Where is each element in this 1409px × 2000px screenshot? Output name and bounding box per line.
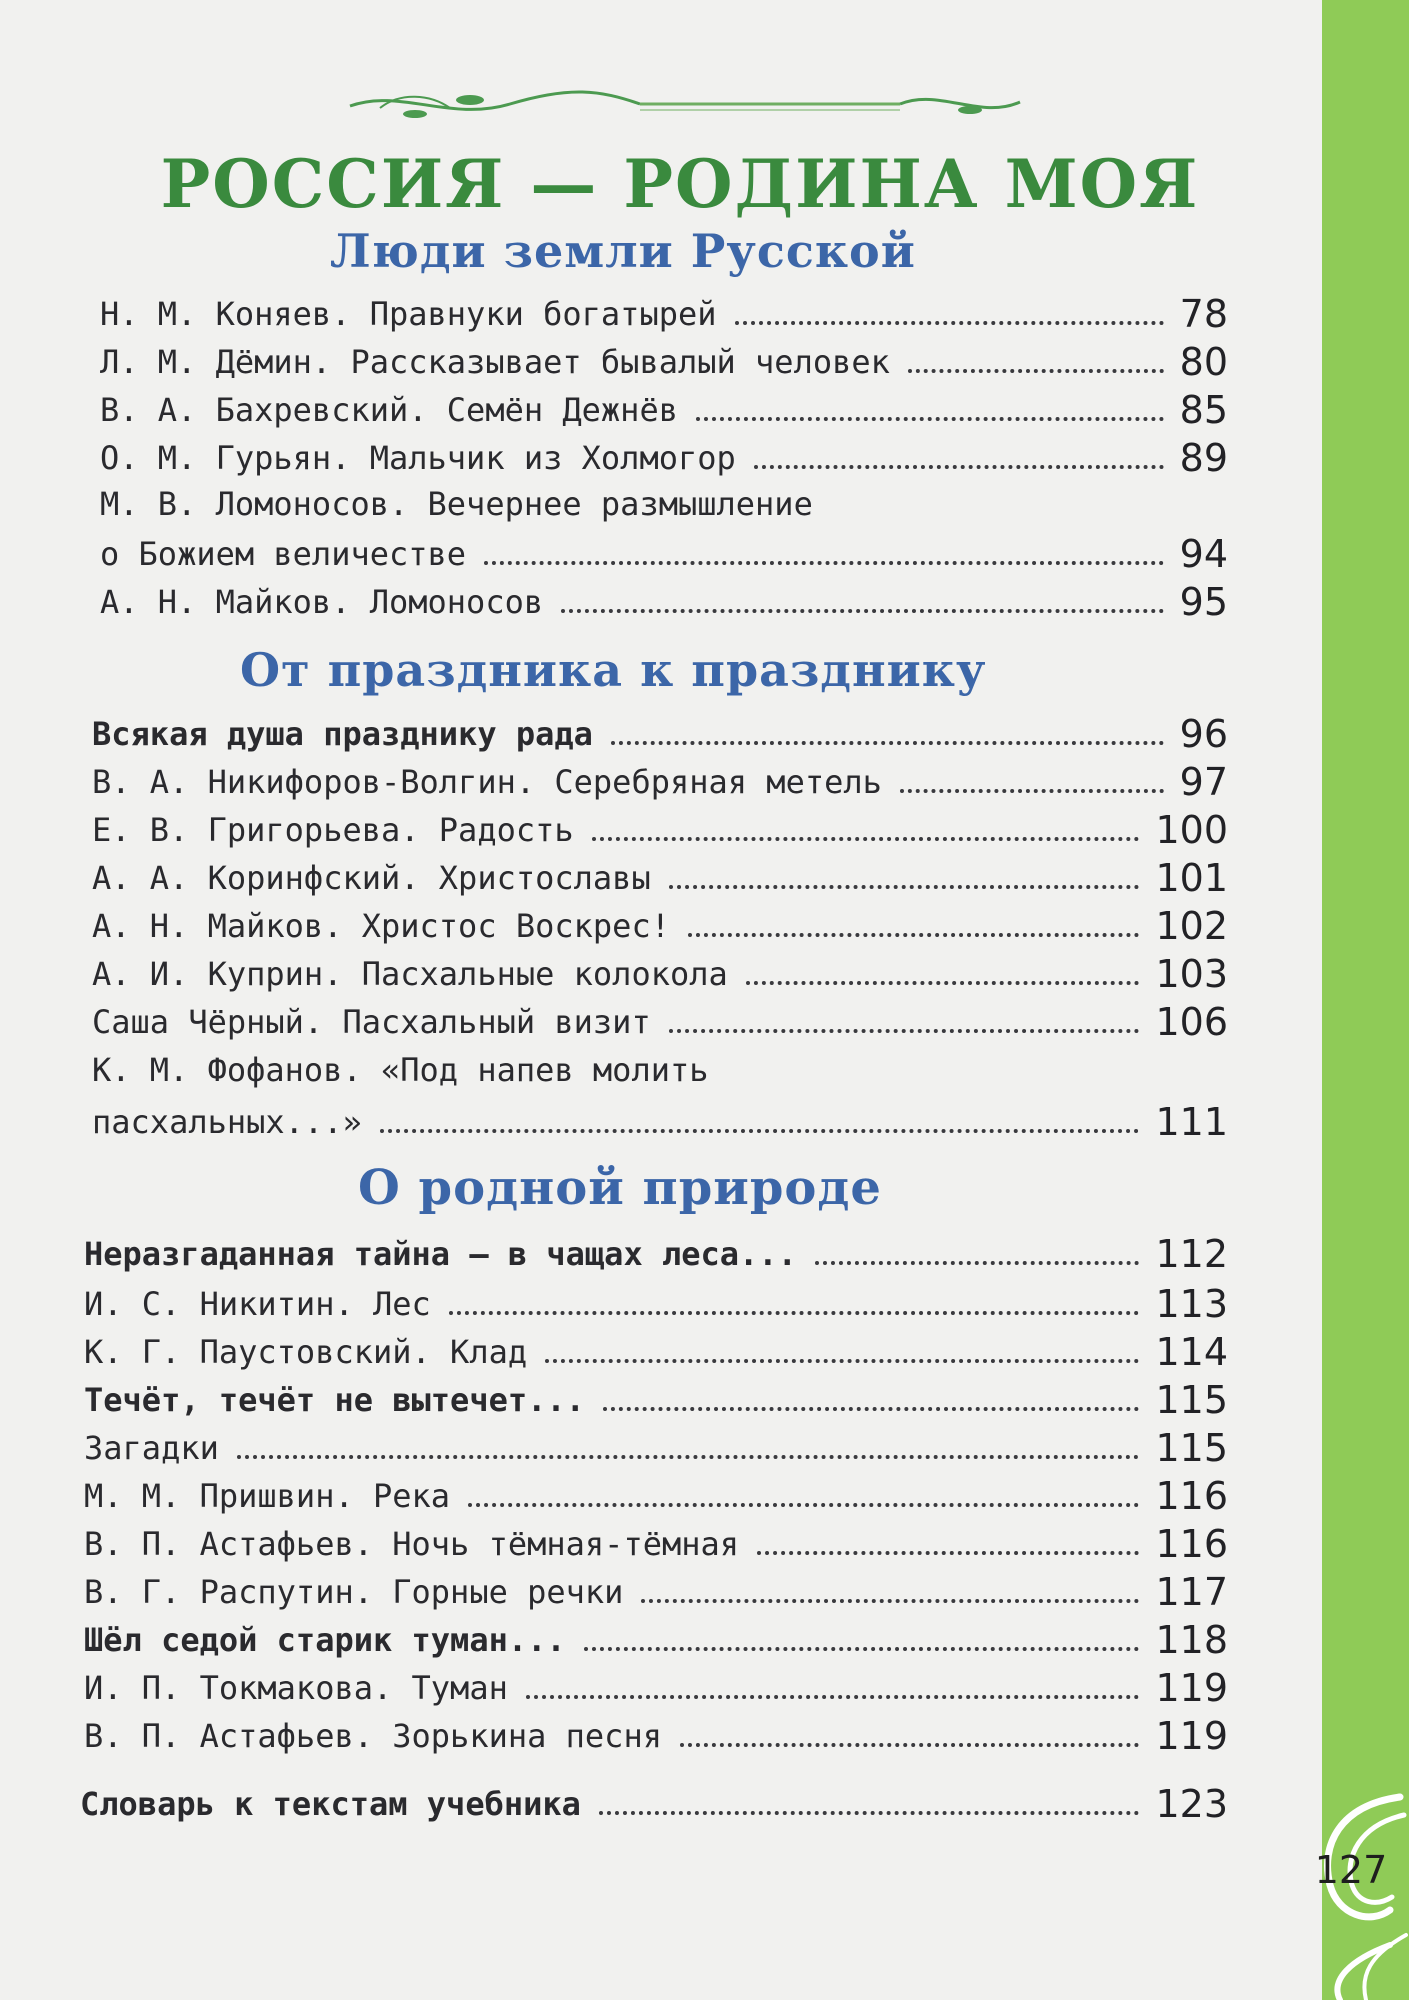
- toc-entry: [92, 1000, 1228, 1044]
- toc-entry-page: 119: [1155, 1666, 1228, 1710]
- toc-entry-title: А. Н. Майков. Ломоносов: [100, 583, 544, 621]
- toc-entry: [100, 482, 1228, 526]
- toc-entry: [84, 1330, 1228, 1374]
- dot-leader: [561, 609, 1164, 613]
- toc-entry-page: 97: [1179, 760, 1228, 804]
- toc-entry: [92, 1048, 1228, 1092]
- section-title-holidays: От праздника к празднику: [240, 643, 987, 697]
- toc-entry: [92, 856, 1228, 900]
- toc-entry-title: Саша Чёрный. Пасхальный визит: [92, 1003, 651, 1041]
- toc-entry-page: 119: [1155, 1714, 1228, 1758]
- toc-entry: [92, 952, 1228, 996]
- toc-entry-title: Течёт, течёт не вытечет...: [84, 1381, 585, 1419]
- dot-leader: [757, 1551, 1139, 1555]
- toc-entry-title: К. М. Фофанов. «Под напев молить: [92, 1051, 709, 1089]
- dot-leader: [468, 1503, 1139, 1507]
- toc-entry: [100, 340, 1228, 384]
- toc-entry-title: В. Г. Распутин. Горные речки: [84, 1573, 624, 1611]
- toc-entry-title: В. П. Астафьев. Ночь тёмная-тёмная: [84, 1525, 740, 1563]
- toc-entry-title: о Божием величестве: [100, 535, 467, 573]
- toc-entry-page: 115: [1155, 1378, 1228, 1422]
- toc-entry: [100, 388, 1228, 432]
- toc-entry: [84, 1282, 1228, 1326]
- toc-entry-title: М. М. Пришвин. Река: [84, 1477, 451, 1515]
- toc-entry: [92, 760, 1228, 804]
- toc-entry-page: 85: [1179, 388, 1228, 432]
- toc-entry-title: К. Г. Паустовский. Клад: [84, 1333, 528, 1371]
- section-title-people: Люди земли Русской: [330, 224, 916, 278]
- green-sidebar: [1322, 0, 1409, 2000]
- toc-entry-title: Загадки: [84, 1429, 219, 1467]
- toc-entry-page: 118: [1155, 1618, 1228, 1662]
- toc-entry: [100, 580, 1228, 624]
- toc-entry-title: Шёл седой старик туман...: [84, 1621, 566, 1659]
- toc-entry: [84, 1378, 1228, 1422]
- toc-entry-title: И. С. Никитин. Лес: [84, 1285, 431, 1323]
- toc-entry: [84, 1232, 1228, 1276]
- toc-entry-page: 123: [1155, 1782, 1228, 1826]
- page-title: РОССИЯ — РОДИНА МОЯ: [160, 145, 1200, 223]
- toc-entry: [84, 1522, 1228, 1566]
- dot-leader: [603, 1407, 1140, 1411]
- toc-entry: [84, 1714, 1228, 1758]
- dot-leader: [545, 1359, 1139, 1363]
- dot-leader: [669, 1029, 1140, 1033]
- toc-entry-page: 115: [1155, 1426, 1228, 1470]
- dot-leader: [484, 561, 1164, 565]
- dot-leader: [599, 1811, 1140, 1815]
- toc-entry-page: 116: [1155, 1474, 1228, 1518]
- toc-entry-page: 80: [1179, 340, 1228, 384]
- toc-entry-title: О. М. Гурьян. Мальчик из Холмогор: [100, 439, 736, 477]
- section-title-nature: О родной природе: [358, 1160, 882, 1216]
- toc-entry-page: 102: [1155, 904, 1228, 948]
- dot-leader: [611, 741, 1164, 745]
- dot-leader: [669, 885, 1140, 889]
- toc-entry: [100, 292, 1228, 336]
- toc-entry-page: 112: [1155, 1232, 1228, 1276]
- toc-entry: [80, 1782, 1228, 1826]
- toc-entry-page: 116: [1155, 1522, 1228, 1566]
- toc-entry-page: 94: [1179, 532, 1228, 576]
- toc-entry-title: А. А. Коринфский. Христославы: [92, 859, 651, 897]
- toc-entry-title: В. А. Никифоров-Волгин. Серебряная метель: [92, 763, 882, 801]
- toc-entry: [100, 436, 1228, 480]
- toc-entry: [84, 1570, 1228, 1614]
- toc-entry-title: И. П. Токмакова. Туман: [84, 1669, 508, 1707]
- toc-entry-title: М. В. Ломоносов. Вечернее размышление: [100, 485, 813, 523]
- dot-leader: [688, 933, 1140, 937]
- dot-leader: [641, 1599, 1139, 1603]
- toc-entry-page: 78: [1179, 292, 1228, 336]
- toc-entry: [84, 1666, 1228, 1710]
- toc-entry-title: В. А. Бахревский. Семён Дежнёв: [100, 391, 678, 429]
- dot-leader: [815, 1261, 1140, 1265]
- dot-leader: [680, 1743, 1140, 1747]
- toc-entry-title: Неразгаданная тайна — в чащах леса...: [84, 1235, 797, 1273]
- toc-entry: [84, 1618, 1228, 1662]
- dot-leader: [592, 837, 1140, 841]
- dot-leader: [696, 417, 1164, 421]
- toc-entry-page: 103: [1155, 952, 1228, 996]
- toc-entry-page: 117: [1155, 1570, 1228, 1614]
- dot-leader: [584, 1647, 1140, 1651]
- toc-entry-page: 101: [1155, 856, 1228, 900]
- toc-entry: [100, 532, 1228, 576]
- toc-entry-page: 95: [1179, 580, 1228, 624]
- toc-entry: [92, 1100, 1228, 1144]
- toc-entry: [92, 712, 1228, 756]
- toc-entry-title: Е. В. Григорьева. Радость: [92, 811, 574, 849]
- dot-leader: [908, 369, 1164, 373]
- page-number: 127: [1314, 1848, 1388, 1892]
- dot-leader: [746, 981, 1140, 985]
- toc-entry-title: Л. М. Дёмин. Рассказывает бывалый человек: [100, 343, 890, 381]
- toc-entry-title: пасхальных...»: [92, 1103, 362, 1141]
- toc-entry-title: В. П. Астафьев. Зорькина песня: [84, 1717, 662, 1755]
- dot-leader: [735, 321, 1164, 325]
- toc-entry-title: Н. М. Коняев. Правнуки богатырей: [100, 295, 717, 333]
- dot-leader: [900, 789, 1164, 793]
- dot-leader: [380, 1129, 1140, 1133]
- dot-leader: [754, 465, 1164, 469]
- toc-entry-page: 111: [1155, 1100, 1228, 1144]
- dot-leader: [526, 1695, 1140, 1699]
- toc-entry-title: А. Н. Майков. Христос Воскрес!: [92, 907, 670, 945]
- toc-entry: [84, 1474, 1228, 1518]
- dot-leader: [237, 1455, 1140, 1459]
- toc-entry: [84, 1426, 1228, 1470]
- toc-entry-title: А. И. Куприн. Пасхальные колокола: [92, 955, 728, 993]
- toc-entry-title: Всякая душа празднику рада: [92, 715, 593, 753]
- dot-leader: [449, 1311, 1140, 1315]
- toc-entry-page: 114: [1155, 1330, 1228, 1374]
- vine-ornament-icon: [340, 82, 1030, 126]
- toc-entry-page: 113: [1155, 1282, 1228, 1326]
- toc-entry-page: 96: [1179, 712, 1228, 756]
- toc-entry-page: 89: [1179, 436, 1228, 480]
- toc-entry-page: 106: [1155, 1000, 1228, 1044]
- toc-entry-page: 100: [1155, 808, 1228, 852]
- toc-entry-title: Словарь к текстам учебника: [80, 1785, 581, 1823]
- toc-entry: [92, 808, 1228, 852]
- toc-entry: [92, 904, 1228, 948]
